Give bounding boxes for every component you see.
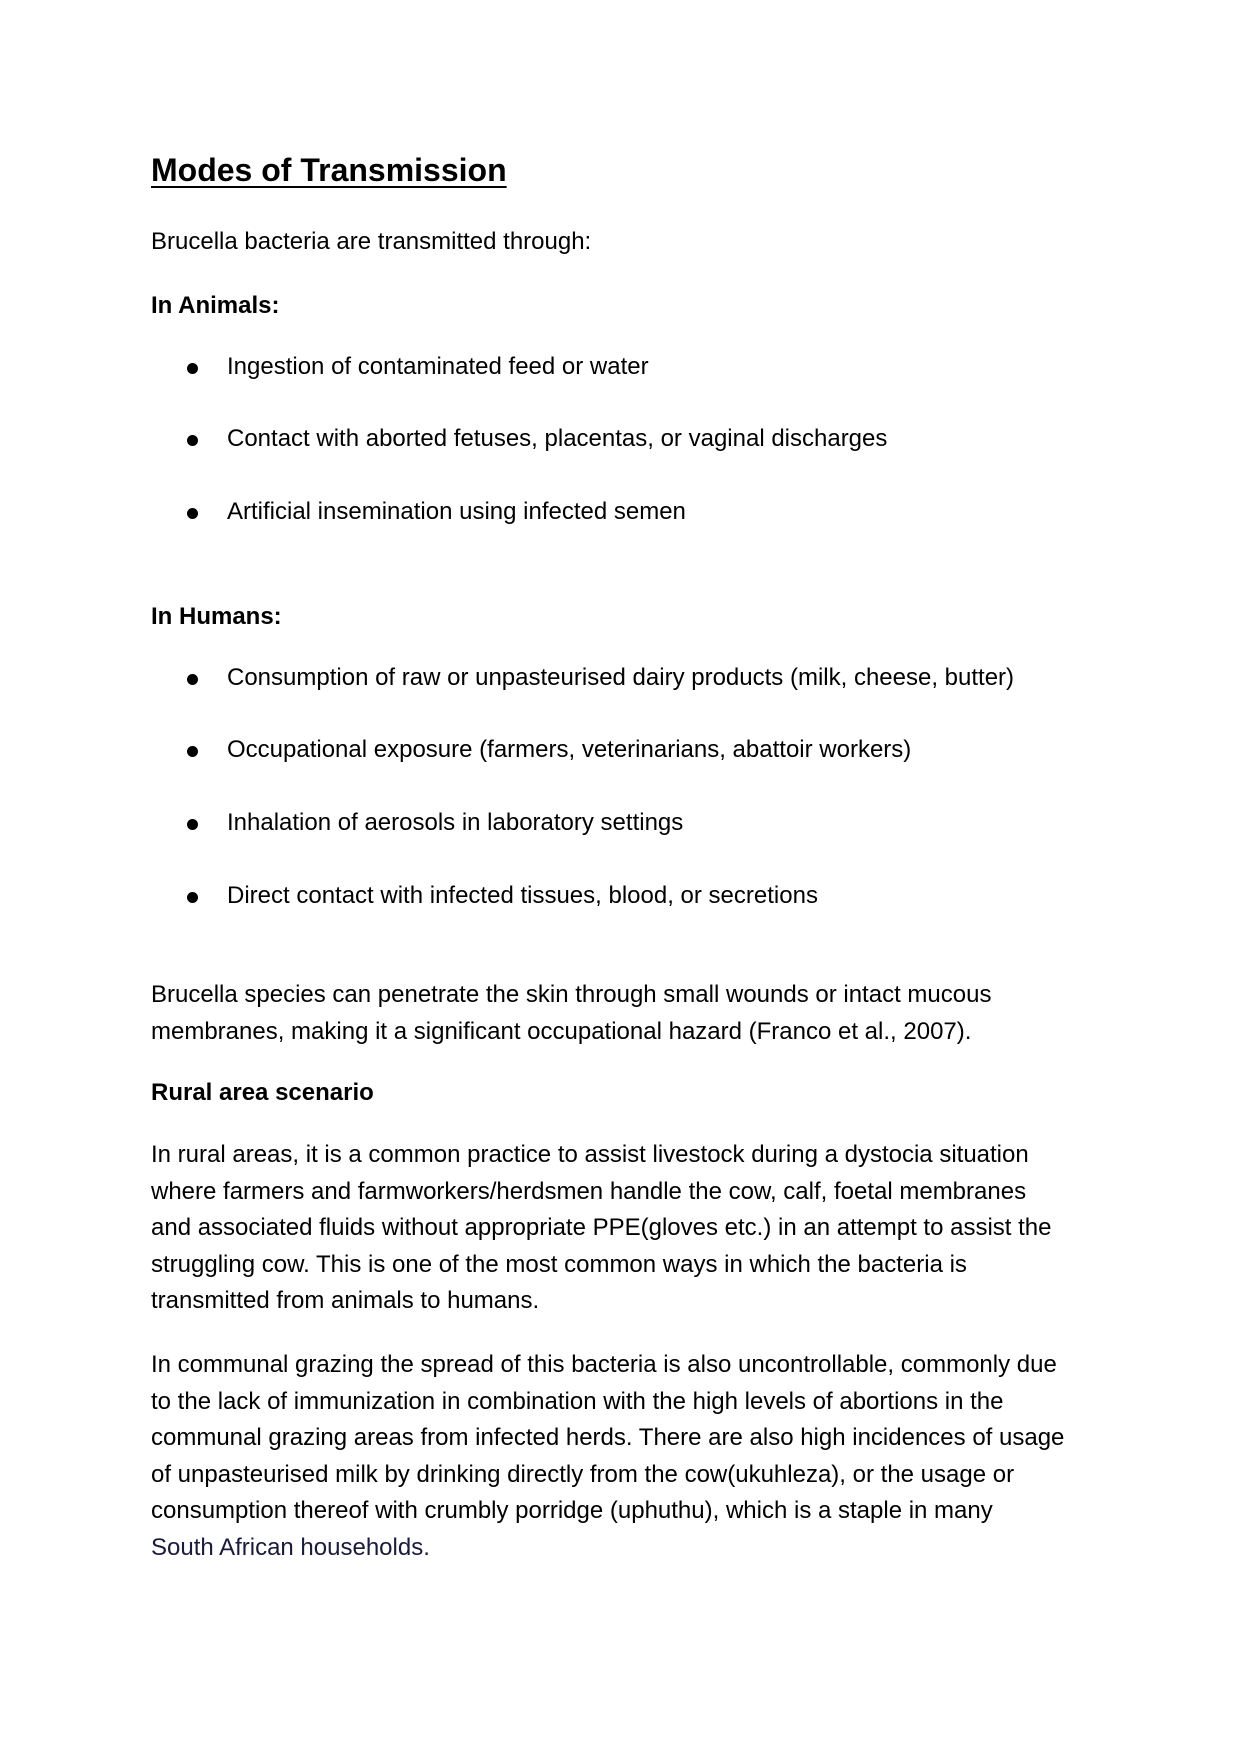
bullet-icon bbox=[187, 508, 198, 519]
list-item-text: Artificial insemination using infected semen bbox=[227, 498, 686, 525]
rural-heading: Rural area scenario bbox=[151, 1079, 374, 1106]
paragraph-line: and associated fluids without appropriate PPE(gloves etc.) in an attempt to assist the bbox=[151, 1214, 1052, 1242]
animals-heading: In Animals: bbox=[151, 292, 280, 319]
list-item-text: Inhalation of aerosols in laboratory settings bbox=[227, 809, 684, 836]
paragraph-line: struggling cow. This is one of the most common ways in which the bacteria is bbox=[151, 1250, 967, 1278]
paragraph-line: In rural areas, it is a common practice to assist livestock during a dystocia situation bbox=[151, 1141, 1029, 1168]
penetration-paragraph bbox=[151, 977, 1111, 1050]
bullet-icon bbox=[187, 363, 198, 374]
bullet-icon bbox=[187, 892, 198, 903]
list-item-text: Direct contact with infected tissues, blood, or secretions bbox=[227, 882, 818, 909]
paragraph-line: membranes, making it a significant occupational hazard (Franco et al., 2007). bbox=[151, 1017, 972, 1045]
paragraph-line: South African households. bbox=[151, 1533, 430, 1561]
list-item-text: Ingestion of contaminated feed or water bbox=[227, 353, 649, 380]
humans-heading: In Humans: bbox=[151, 603, 282, 630]
bullet-icon bbox=[187, 435, 198, 446]
paragraph-line: where farmers and farmworkers/herdsmen handle the cow, calf, foetal membranes bbox=[151, 1177, 1027, 1205]
rural-paragraph-2 bbox=[151, 1347, 1111, 1567]
rural-paragraph-1 bbox=[151, 1137, 1111, 1320]
intro-text: Brucella bacteria are transmitted through: bbox=[151, 228, 592, 255]
list-item-text: Occupational exposure (farmers, veterinarians, abattoir workers) bbox=[227, 736, 912, 763]
bullet-icon bbox=[187, 746, 198, 757]
paragraph-line: transmitted from animals to humans. bbox=[151, 1287, 540, 1315]
list-item-text: Contact with aborted fetuses, placentas, or vaginal discharges bbox=[227, 425, 888, 452]
paragraph-line: In communal grazing the spread of this bacteria is also uncontrollable, commonly due bbox=[151, 1351, 1057, 1378]
bullet-icon bbox=[187, 674, 198, 685]
bullet-icon bbox=[187, 819, 198, 830]
list-item-text: Consumption of raw or unpasteurised dairy products (milk, cheese, butter) bbox=[227, 664, 1015, 691]
paragraph-line: consumption thereof with crumbly porridge (uphuthu), which is a staple in many bbox=[151, 1497, 993, 1525]
paragraph-line: of unpasteurised milk by drinking directly from the cow(ukuhleza), or the usage or bbox=[151, 1460, 1015, 1488]
paragraph-line: communal grazing areas from infected herds. There are also high incidences of usage bbox=[151, 1424, 1065, 1452]
page-title: Modes of Transmission bbox=[151, 152, 507, 188]
paragraph-line: Brucella species can penetrate the skin through small wounds or intact mucous bbox=[151, 981, 992, 1008]
paragraph-line: to the lack of immunization in combination with the high levels of abortions in the bbox=[151, 1387, 1004, 1415]
